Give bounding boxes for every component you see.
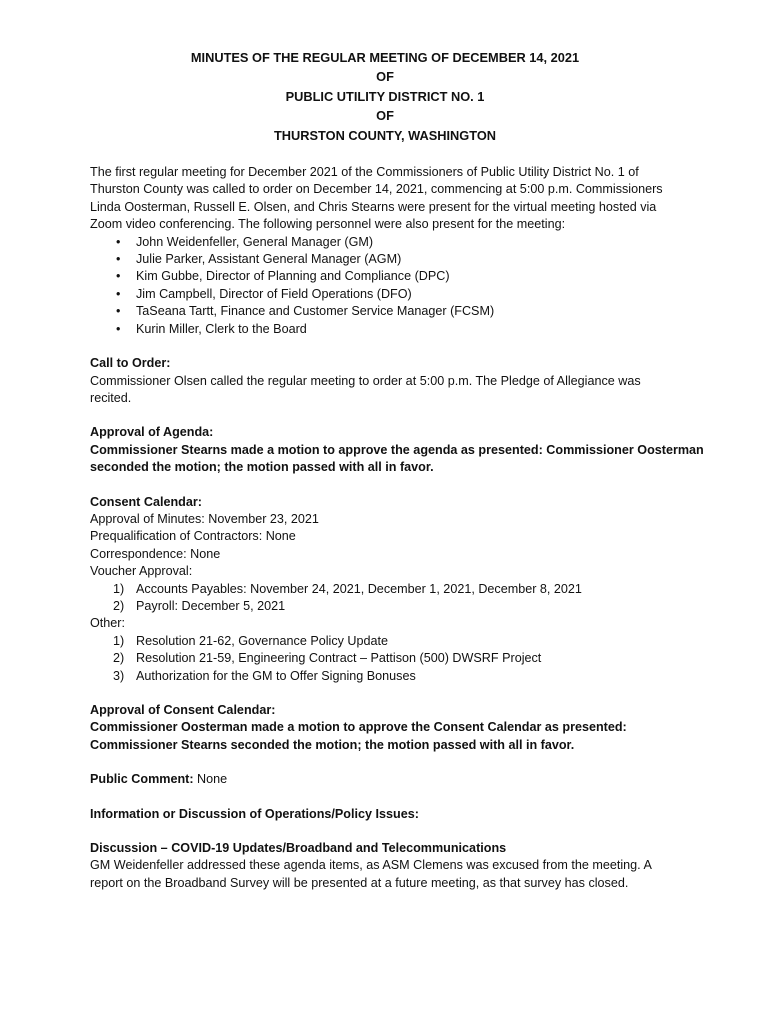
item-text: Resolution 21-59, Engineering Contract – Pattison (500) DWSRF Project bbox=[136, 651, 542, 666]
list-item bbox=[113, 668, 690, 685]
item-text: Authorization for the GM to Offer Signing Bonuses bbox=[136, 668, 416, 683]
prequalification-of-contractors: Prequalification of Contractors: None bbox=[90, 529, 296, 544]
motion-line: Commissioner Oosterman made a motion to approve the Consent Calendar as presented: bbox=[90, 720, 627, 735]
section-heading: Call to Order: bbox=[90, 356, 171, 371]
public-comment-value: None bbox=[193, 772, 228, 787]
section-heading: Approval of Consent Calendar: bbox=[90, 703, 276, 717]
intro-line: Thurston County was called to order on December 14, 2021, commencing at 5:00 p.m. Commissioners bbox=[90, 182, 663, 197]
consent-calendar-section bbox=[90, 494, 690, 685]
call-to-order-section bbox=[90, 355, 690, 407]
item-text: Payroll: December 5, 2021 bbox=[136, 598, 286, 613]
title-line: PUBLIC UTILITY DISTRICT NO. 1 bbox=[285, 88, 485, 104]
list-item bbox=[113, 650, 690, 667]
bullet-icon: • bbox=[116, 269, 121, 284]
list-item bbox=[113, 598, 690, 615]
list-item bbox=[116, 303, 690, 320]
item-number: 2) bbox=[113, 651, 125, 666]
motion-line: Commissioner Stearns seconded the motion; the motion passed with all in favor. bbox=[90, 737, 575, 752]
list-item bbox=[113, 633, 690, 650]
item-text: Accounts Payables: November 24, 2021, December 1, 2021, December 8, 2021 bbox=[136, 581, 582, 596]
personnel-name: TaSeana Tartt, Finance and Customer Service Manager (FCSM) bbox=[136, 304, 495, 319]
section-line: Commissioner Olsen called the regular meeting to order at 5:00 p.m. The Pledge of Allegiance was bbox=[90, 373, 641, 388]
personnel-name: Jim Campbell, Director of Field Operations (DFO) bbox=[136, 286, 412, 301]
section-line: recited. bbox=[90, 390, 132, 405]
intro-line: Linda Oosterman, Russell E. Olsen, and Chris Stearns were present for the virtual meeting hosted via bbox=[90, 199, 657, 214]
list-item bbox=[116, 321, 690, 338]
motion-line: seconded the motion; the motion passed with all in favor. bbox=[90, 460, 434, 475]
correspondence: Correspondence: None bbox=[90, 546, 221, 561]
bullet-icon: • bbox=[116, 321, 121, 336]
item-number: 3) bbox=[113, 668, 125, 683]
list-item bbox=[116, 268, 690, 285]
section-heading: Consent Calendar: bbox=[90, 494, 202, 509]
bullet-icon: • bbox=[116, 234, 121, 249]
approval-of-consent-calendar-section bbox=[90, 702, 690, 754]
voucher-list bbox=[90, 581, 690, 616]
intro-paragraph bbox=[90, 164, 690, 338]
personnel-list bbox=[90, 234, 690, 338]
item-number: 2) bbox=[113, 598, 125, 613]
title-line: THURSTON COUNTY, WASHINGTON bbox=[273, 127, 497, 143]
list-item bbox=[116, 234, 690, 251]
approval-of-agenda-section bbox=[90, 424, 704, 476]
title-line: OF bbox=[376, 108, 394, 124]
bullet-icon: • bbox=[116, 304, 121, 319]
section-heading: Approval of Agenda: bbox=[90, 425, 214, 440]
section-heading: Information or Discussion of Operations/Policy Issues: bbox=[90, 806, 419, 821]
personnel-name: Kim Gubbe, Director of Planning and Compliance (DPC) bbox=[136, 269, 450, 284]
item-number: 1) bbox=[113, 633, 125, 648]
personnel-name: John Weidenfeller, General Manager (GM) bbox=[136, 234, 374, 249]
bullet-icon: • bbox=[116, 286, 121, 301]
item-text: Resolution 21-62, Governance Policy Update bbox=[136, 633, 389, 648]
public-comment-label: Public Comment: bbox=[90, 772, 194, 787]
list-item bbox=[116, 251, 690, 268]
motion-line: Commissioner Stearns made a motion to approve the agenda as presented: Commissioner Oosterman bbox=[90, 442, 704, 457]
section-heading: Discussion – COVID-19 Updates/Broadband and Telecommunications bbox=[90, 841, 507, 856]
personnel-name: Kurin Miller, Clerk to the Board bbox=[136, 321, 307, 336]
intro-line: The first regular meeting for December 2021 of the Commissioners of Public Utility District No. 1 of bbox=[90, 165, 639, 180]
document-title bbox=[80, 48, 690, 145]
title-line: OF bbox=[376, 69, 394, 85]
minutes-document bbox=[90, 48, 704, 892]
bullet-icon: • bbox=[116, 252, 121, 267]
approval-of-minutes: Approval of Minutes: November 23, 2021 bbox=[90, 511, 319, 526]
voucher-approval-label: Voucher Approval: bbox=[90, 564, 193, 579]
section-line: report on the Broadband Survey will be presented at a future meeting, as that survey has closed. bbox=[90, 875, 629, 890]
other-list bbox=[90, 633, 690, 685]
personnel-name: Julie Parker, Assistant General Manager (AGM) bbox=[136, 252, 402, 267]
discussion-covid-section bbox=[90, 840, 690, 892]
list-item bbox=[116, 286, 690, 303]
item-number: 1) bbox=[113, 581, 125, 596]
intro-line: Zoom video conferencing. The following personnel were also present for the meeting: bbox=[90, 217, 566, 232]
title-line: MINUTES OF THE REGULAR MEETING OF DECEMBER 14, 2021 bbox=[190, 50, 580, 65]
list-item bbox=[113, 581, 690, 598]
other-label: Other: bbox=[90, 616, 125, 631]
information-discussion-section bbox=[90, 806, 690, 823]
section-line: GM Weidenfeller addressed these agenda items, as ASM Clemens was excused from the meeting. A bbox=[90, 858, 652, 873]
public-comment-section bbox=[90, 771, 690, 788]
